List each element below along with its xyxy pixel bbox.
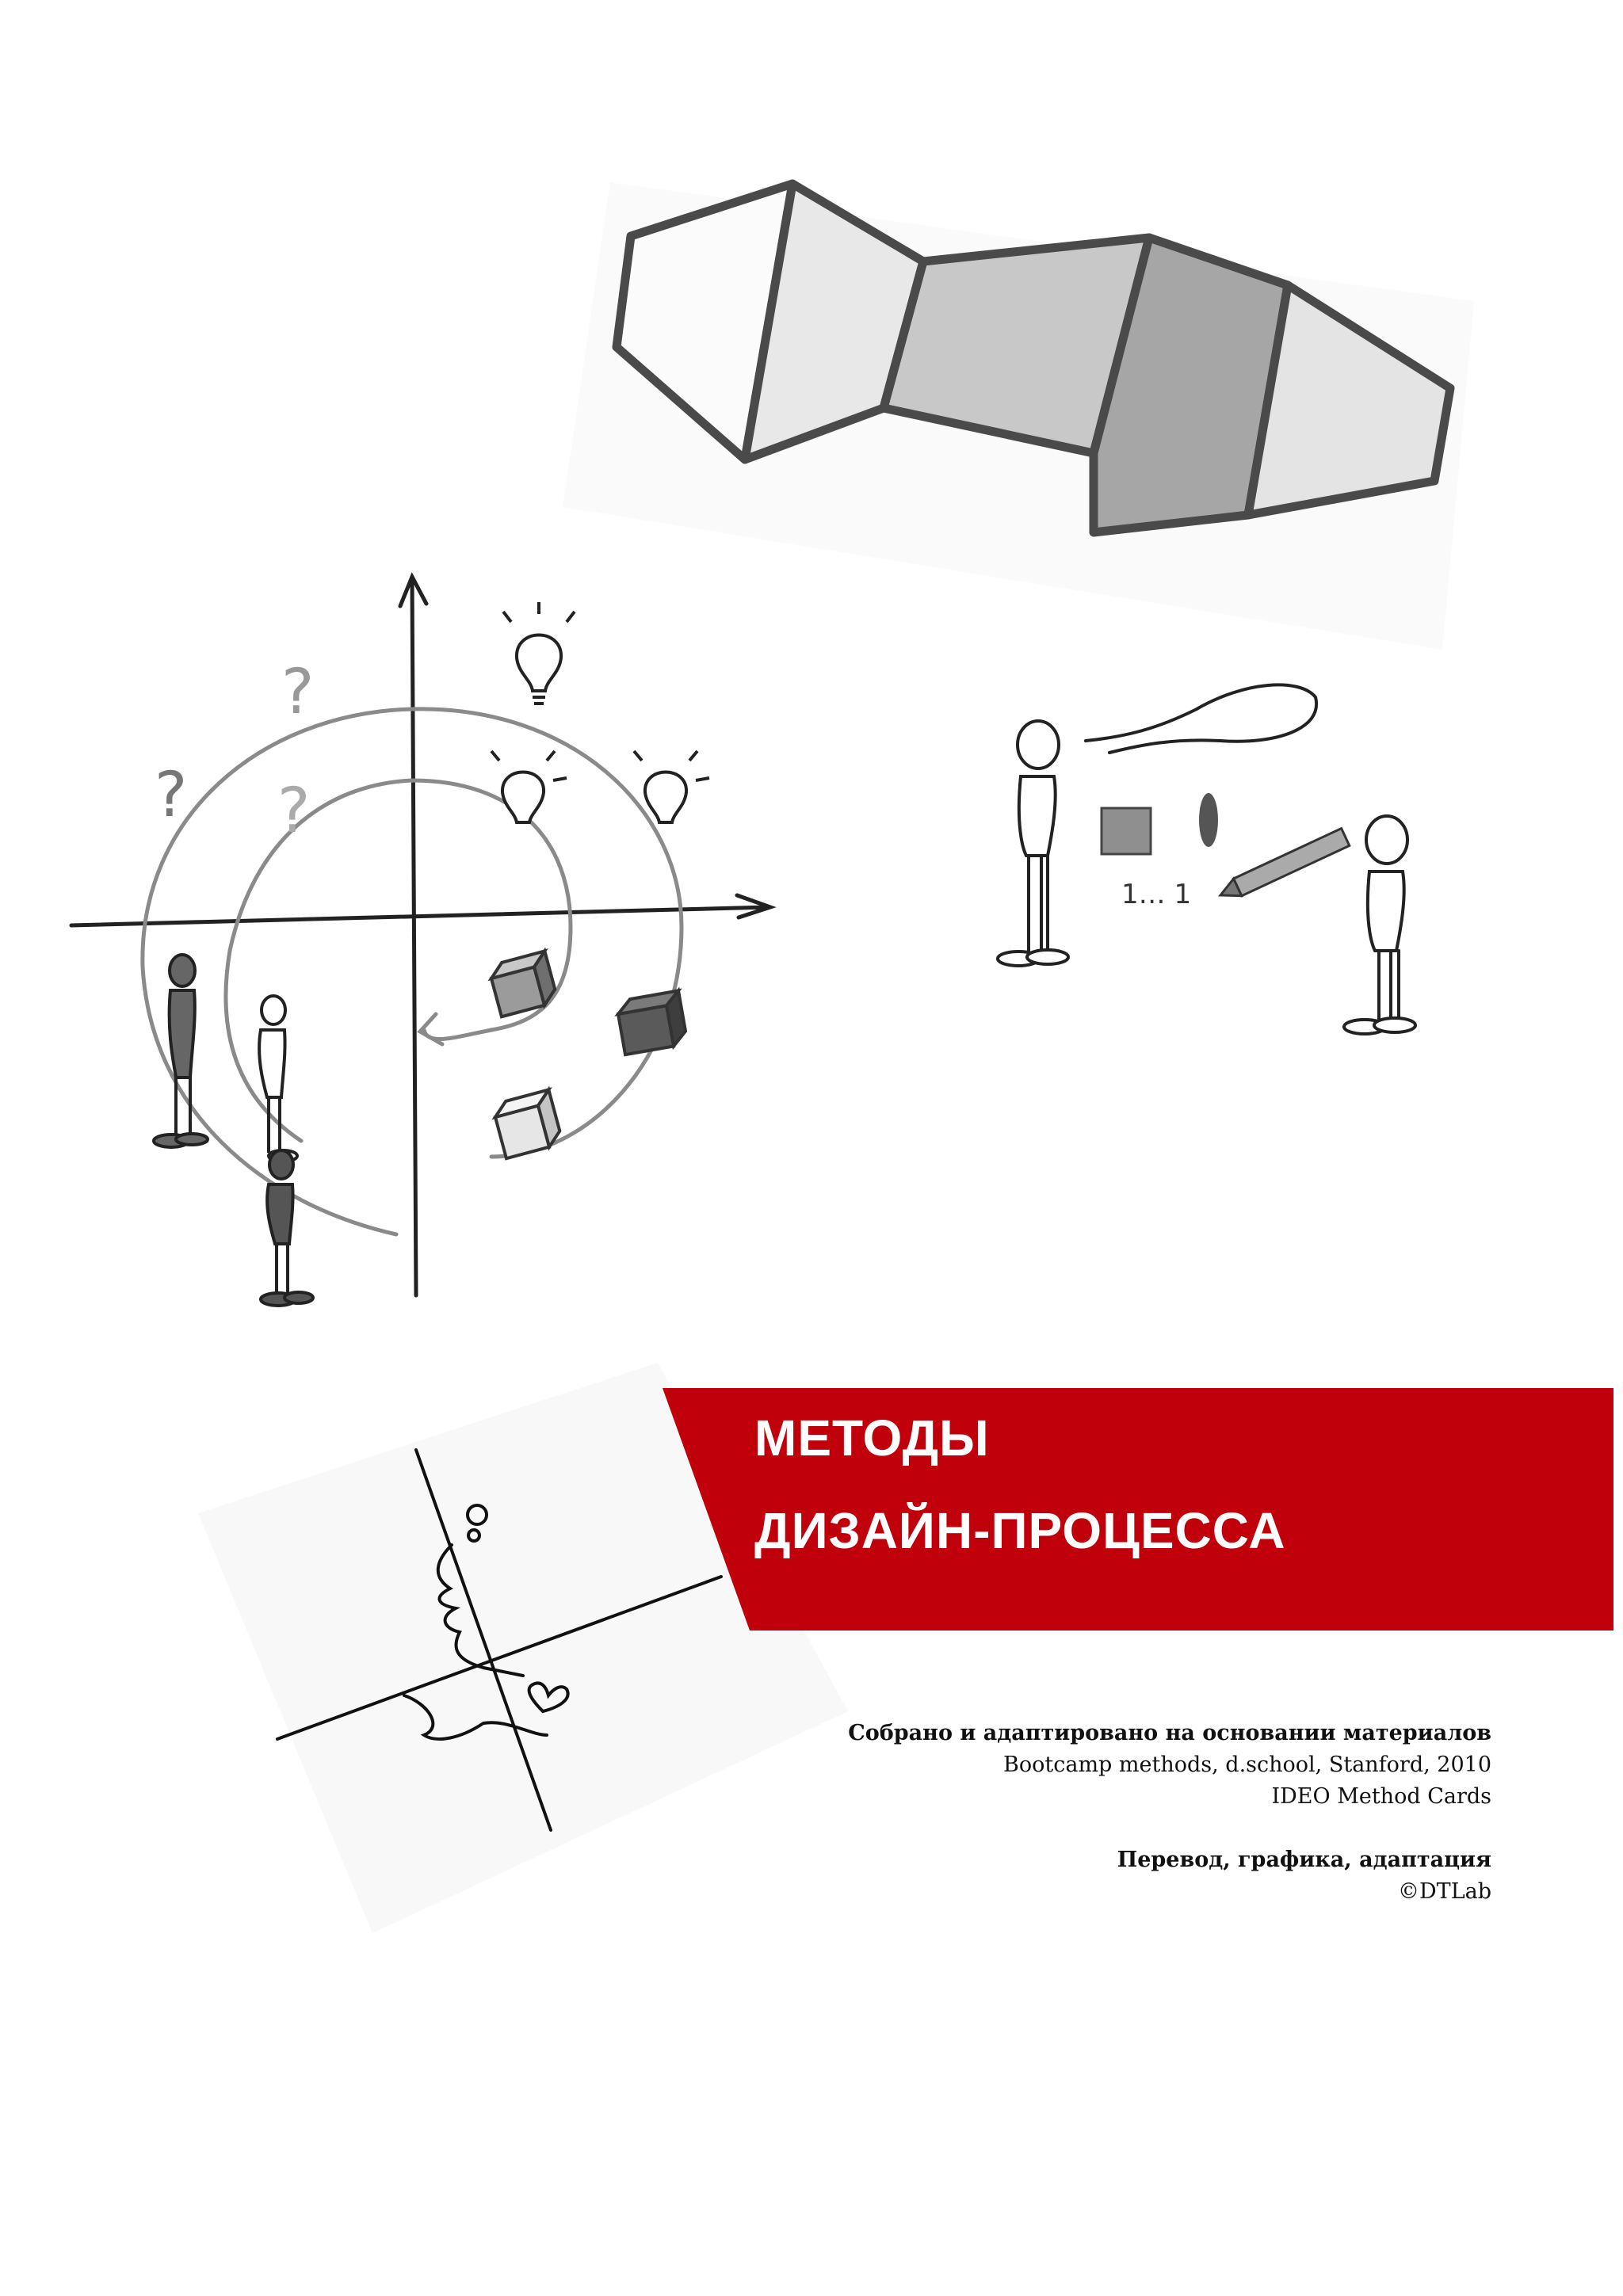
source-line: Bootcamp methods, d.school, Stanford, 2010 xyxy=(1003,1753,1491,1777)
question-mark-icon: ? xyxy=(277,776,311,847)
horizontal-axis xyxy=(71,907,769,925)
document-title-line-1: МЕТОДЫ xyxy=(754,1409,990,1466)
lightbulb-icon xyxy=(503,602,575,704)
cube-icon xyxy=(616,990,688,1055)
process-label: 1… 1 xyxy=(1121,879,1192,910)
question-mark-icon: ? xyxy=(155,760,188,831)
pencil-icon xyxy=(1216,829,1350,904)
cycle-diagram-illustration xyxy=(63,555,792,1315)
spacer xyxy=(848,1813,1491,1844)
document-title-line-2: ДИЗАЙН-ПРОЦЕССА xyxy=(754,1502,1286,1559)
question-mark-icon: ? xyxy=(281,657,315,728)
lightbulb-icon xyxy=(491,751,567,822)
person-icon xyxy=(259,996,297,1161)
collected-heading: Собрано и адаптировано на основании материалов xyxy=(848,1721,1491,1745)
cube-icon xyxy=(488,951,559,1016)
cube-icon xyxy=(492,1089,563,1158)
ink-drop xyxy=(1199,793,1218,847)
person-icon xyxy=(998,721,1068,966)
prototype-cubes xyxy=(488,951,688,1158)
lightbulb-icons xyxy=(491,602,709,822)
prototype-square xyxy=(1102,808,1151,854)
source-line: IDEO Method Cards xyxy=(1271,1784,1491,1809)
credits-block xyxy=(848,1718,1491,1908)
translation-heading: Перевод, графика, адаптация xyxy=(1117,1848,1491,1872)
idea-communication-illustration xyxy=(983,666,1474,1046)
copyright-line: ©DTLab xyxy=(1398,1879,1491,1904)
thought-bubble xyxy=(1086,685,1316,753)
person-icon xyxy=(261,1150,313,1306)
question-marks xyxy=(155,657,314,847)
vertical-axis xyxy=(412,578,416,1295)
person-icon xyxy=(1344,816,1415,1034)
